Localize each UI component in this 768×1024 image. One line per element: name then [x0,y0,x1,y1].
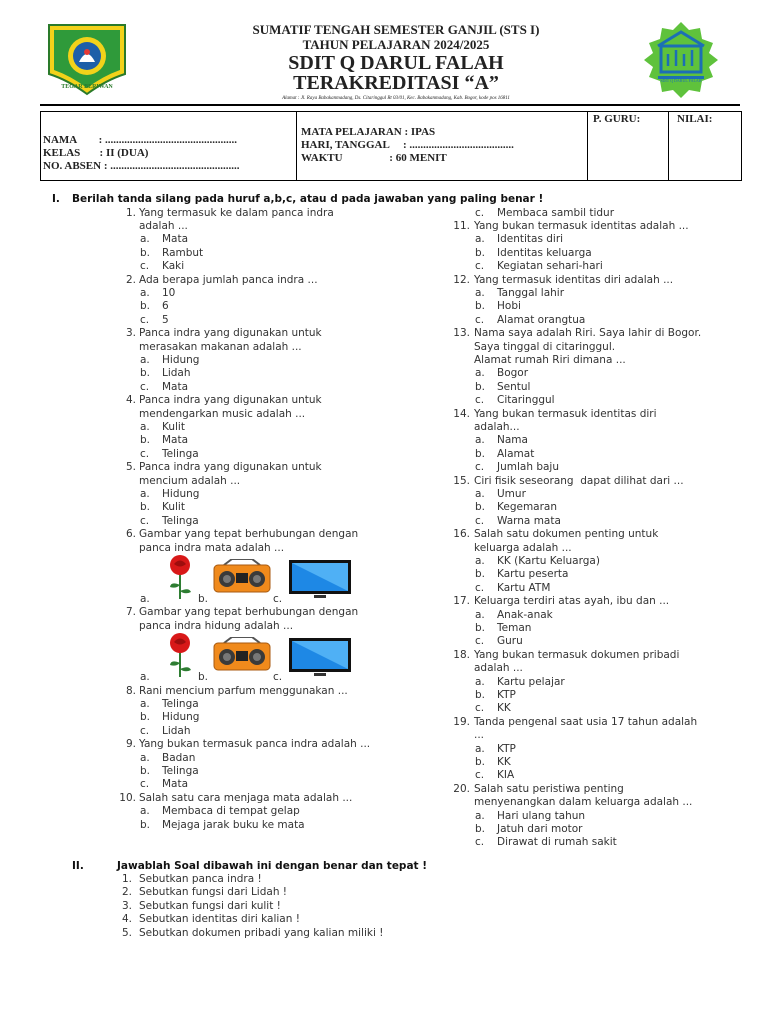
option-text[interactable]: KTP [497,688,516,701]
option-text[interactable]: Hari ulang tahun [497,809,586,822]
question-text: Panca indra yang digunakan untuk [139,394,322,407]
option-text[interactable]: Telinga [162,514,199,527]
option-text[interactable]: Kulit [162,501,185,514]
option-text[interactable]: Mata [162,380,189,393]
question-number: 3. [125,327,136,340]
option-text[interactable]: 10 [162,286,176,299]
question-text: Alamat rumah Riri dimana ... [474,353,626,366]
question-number: 16. [453,528,470,541]
score-field[interactable]: NILAI: [677,113,713,125]
option-letter[interactable]: b. [140,246,151,259]
option-text[interactable]: Mata [162,434,189,447]
option-letter[interactable]: c. [475,581,485,594]
option-text[interactable]: KIA [497,769,515,782]
essay-number: 4. [121,913,132,926]
option-text[interactable]: Kartu ATM [497,581,551,594]
option-letter[interactable]: b. [140,434,151,447]
question-number: 14. [453,407,470,420]
option-text[interactable]: Kegiatan sehari-hari [497,260,603,273]
school-address: Alamat : Jl. Raya Babakanmadang, Ds. Citaringgul Rt 03/01, Kec. Babakanmadang, Kab. Bogor, kode pos 16811 [282,96,510,101]
option-letter[interactable]: a. [140,353,150,366]
question-text: Yang termasuk ke dalam panca indra [139,206,334,219]
question-text: Nama saya adalah Riri. Saya lahir di Bogor. [474,327,702,340]
essay-number: 3. [121,899,132,912]
right-logo [636,20,726,100]
option-text[interactable]: Mata [162,778,189,791]
essay-question: Sebutkan identitas diri kalian ! [139,913,300,926]
option-text[interactable]: Identitas diri [497,233,564,246]
option-text[interactable]: Telinga [162,697,199,710]
option-text[interactable]: Badan [162,751,196,764]
option-text[interactable]: Hidung [162,711,200,724]
date-field[interactable]: HARI, TANGGAL : ...................................... [301,139,514,151]
option-letter[interactable]: a. [140,592,150,605]
option-text[interactable]: Kartu peserta [497,568,569,581]
option-text[interactable]: 5 [162,313,169,326]
question-text: keluarga adalah ... [474,541,572,554]
option-letter[interactable]: c. [475,769,485,782]
question-text: Ciri fisik seseorang dapat dilihat dari ... [474,474,684,487]
option-letter[interactable]: b. [140,300,151,313]
essay-question: Sebutkan fungsi dari kulit ! [139,899,281,912]
option-letter[interactable]: c. [273,592,283,605]
question-text: Yang bukan termasuk identitas diri [474,407,657,420]
question-number: 10. [119,791,136,804]
option-letter[interactable]: a. [475,233,485,246]
option-text[interactable]: Hobi [497,300,521,313]
question-number: 15. [453,474,470,487]
section-2-instruction: Jawablah Soal dibawah ini dengan benar dan tepat ! [117,860,428,872]
option-letter[interactable]: a. [475,367,485,380]
question-text: Salah satu dokumen penting untuk [474,528,659,541]
option-text[interactable]: Lidah [162,367,191,380]
option-letter[interactable]: a. [475,554,485,567]
option-letter[interactable]: a. [140,487,150,500]
question-number: 20. [453,782,470,795]
question-text: Salah satu cara menjaga mata adalah ... [139,791,353,804]
question-number: 19. [453,715,470,728]
option-letter[interactable]: a. [475,742,485,755]
question-text: panca indra hidung adalah ... [139,619,294,632]
option-letter[interactable]: b. [475,380,486,393]
section-1-instruction: Berilah tanda silang pada huruf a,b,c, atau d pada jawaban yang paling benar ! [72,193,544,205]
option-letter[interactable]: b. [140,367,151,380]
class-field: KELAS : II (DUA) [43,147,149,159]
question-text: Yang bukan termasuk dokumen pribadi [474,648,680,661]
option-text[interactable]: Hidung [162,353,200,366]
option-text[interactable]: Identitas keluarga [497,246,592,259]
question-text: Yang termasuk identitas diri adalah ... [474,273,674,286]
option-letter[interactable]: c. [475,461,485,474]
option-letter[interactable]: b. [140,818,151,831]
option-text[interactable]: Telinga [162,447,199,460]
option-text[interactable]: Rambut [162,246,204,259]
radio-icon [212,559,272,593]
question-text: Saya tinggal di citaringgul. [474,340,616,353]
header-divider [40,104,740,106]
question-number: 8. [125,684,136,697]
question-text: panca indra mata adalah ... [139,541,285,554]
rose-icon [165,633,195,677]
essay-question: Sebutkan panca indra ! [139,873,262,885]
option-letter[interactable]: c. [475,313,485,326]
option-letter[interactable]: a. [140,286,150,299]
rose-icon [165,555,195,599]
essay-question: Sebutkan dokumen pribadi yang kalian miliki ! [139,926,384,939]
option-letter[interactable]: b. [475,621,486,634]
school-year: TAHUN PELAJARAN 2024/2025 [302,37,490,52]
option-letter[interactable]: b. [140,501,151,514]
option-letter[interactable]: a. [140,671,150,684]
question-text: Tanda pengenal saat usia 17 tahun adalah [474,715,698,728]
option-text[interactable]: Tanggal lahir [497,286,565,299]
option-text[interactable]: Membaca di tempat gelap [162,805,300,818]
option-letter[interactable]: c. [475,836,485,849]
question-text: Rani mencium parfum menggunakan ... [139,684,348,697]
option-letter[interactable]: b. [475,246,486,259]
option-text[interactable]: Mejaga jarak buku ke mata [162,818,305,831]
option-letter[interactable]: a. [140,420,150,433]
question-text: Yang bukan termasuk identitas adalah ... [474,219,689,232]
teacher-field[interactable]: P. GURU: [593,113,641,125]
essay-question: Sebutkan fungsi dari Lidah ! [139,886,288,899]
option-letter[interactable]: a. [140,697,150,710]
option-letter[interactable]: b. [475,447,486,460]
question-number: 7. [125,606,136,619]
option-letter[interactable]: c. [475,635,485,648]
question-text: Ada berapa jumlah panca indra ... [139,273,318,286]
option-letter[interactable]: a. [475,809,485,822]
image-options [140,633,370,683]
tv-icon [288,637,352,677]
option-letter[interactable]: c. [140,514,150,527]
question-text: merasakan makanan adalah ... [139,340,302,353]
option-letter[interactable]: c. [140,260,150,273]
question-text: adalah ... [474,662,523,675]
school-name: SDIT Q DARUL FALAH [288,52,504,74]
time-field: WAKTU : 60 MENIT [301,152,447,164]
question-text: Panca indra yang digunakan untuk [139,461,322,474]
question-text: adalah... [474,420,520,433]
option-text[interactable]: Teman [497,621,532,634]
question-text: adalah ... [139,219,188,232]
option-letter[interactable]: a. [140,751,150,764]
divider [296,112,297,180]
question-number: 11. [453,219,470,232]
option-letter[interactable]: b. [140,764,151,777]
question-text: mencium adalah ... [139,474,241,487]
radio-icon [212,637,272,671]
option-letter[interactable]: a. [140,233,150,246]
option-letter[interactable]: c. [475,514,485,527]
question-number: 18. [453,648,470,661]
option-text[interactable]: Dirawat di rumah sakit [497,836,617,849]
option-letter[interactable]: b. [198,671,209,684]
option-text[interactable]: Guru [497,635,523,648]
question-text: ... [474,729,485,742]
question-text: Panca indra yang digunakan untuk [139,327,322,340]
accreditation: TERAKREDITASI “A” [293,72,499,94]
subject-field: MATA PELAJARAN : IPAS [301,126,436,138]
option-text[interactable]: Kartu pelajar [497,675,565,688]
option-letter[interactable]: c. [140,724,150,737]
option-letter[interactable]: c. [475,260,485,273]
option-text[interactable]: Lidah [162,724,191,737]
question-number: 4. [125,394,136,407]
option-letter[interactable]: c. [140,447,150,460]
option-letter[interactable]: c. [475,394,485,407]
question-number: 6. [125,528,136,541]
option-text[interactable]: Bogor [497,367,529,380]
option-letter[interactable]: b. [140,711,151,724]
option-text[interactable]: Alamat [497,447,535,460]
option-letter[interactable]: c. [273,671,283,684]
question-number: 2. [125,273,136,286]
section-2-numeral: II. [72,860,84,872]
option-letter[interactable]: a. [475,286,485,299]
option-letter[interactable]: b. [475,501,486,514]
question-number: 12. [453,273,470,286]
option-letter[interactable]: c. [140,380,150,393]
option-text[interactable]: Kulit [162,420,185,433]
option-text[interactable]: Umur [497,487,526,500]
option-letter[interactable]: a. [475,434,485,447]
option-letter[interactable]: a. [475,675,485,688]
option-letter[interactable]: c. [140,778,150,791]
student-info-box [40,111,742,181]
option-text[interactable]: Citaringgul [497,394,555,407]
option-text[interactable]: KK (Kartu Keluarga) [497,554,600,567]
question-text: mendengarkan music adalah ... [139,407,306,420]
option-letter[interactable]: c. [475,702,485,715]
option-letter[interactable]: c. [475,206,485,219]
question-text: Gambar yang tepat berhubungan dengan [139,606,359,619]
question-text: Keluarga terdiri atas ayah, ibu dan ... [474,595,670,608]
option-text[interactable]: Sentul [497,380,531,393]
option-text[interactable]: Anak-anak [497,608,553,621]
question-number: 5. [125,461,136,474]
option-text[interactable]: KTP [497,742,516,755]
right-logo-text: SDIT Q DARUL FALAH [660,78,702,83]
essay-number: 5. [121,926,132,939]
option-text[interactable]: Kaki [162,260,185,273]
exam-title: SUMATIF TENGAH SEMESTER GANJIL (STS I) [252,22,540,37]
option-letter[interactable]: b. [475,300,486,313]
option-text[interactable]: Kegemaran [497,501,558,514]
option-text[interactable]: KK [497,702,511,715]
question-text: Gambar yang tepat berhubungan dengan [139,528,359,541]
option-text[interactable]: Hidung [162,487,200,500]
option-text[interactable]: Nama [497,434,528,447]
section-1-numeral: I. [52,193,60,205]
essay-number: 2. [121,886,132,899]
option-letter[interactable]: c. [140,313,150,326]
option-letter[interactable]: a. [140,805,150,818]
question-number: 13. [453,327,470,340]
option-text[interactable]: Telinga [162,764,199,777]
option-text[interactable]: 6 [162,300,169,313]
option-letter[interactable]: a. [475,608,485,621]
option-text[interactable]: KK [497,755,511,768]
option-letter[interactable]: a. [475,487,485,500]
option-letter[interactable]: b. [475,755,486,768]
tv-icon [288,559,352,599]
essay-number: 1. [121,873,132,885]
option-text[interactable]: Membaca sambil tidur [497,206,615,219]
option-text[interactable]: Jumlah baju [497,461,559,474]
option-letter[interactable]: b. [198,592,209,605]
question-number: 9. [125,738,136,751]
option-text[interactable]: Mata [162,233,189,246]
left-logo-text: TEGAR BERIWAN [61,84,113,90]
name-field[interactable]: NAMA : ................................................ [43,134,238,146]
divider [668,112,669,180]
option-letter[interactable]: b. [475,688,486,701]
option-text[interactable]: Jatuh dari motor [497,822,583,835]
absen-field[interactable]: NO. ABSEN : ............................................... [43,160,240,172]
image-options [140,555,370,605]
option-letter[interactable]: b. [475,568,486,581]
option-letter[interactable]: b. [475,822,486,835]
option-text[interactable]: Warna mata [497,514,561,527]
option-text[interactable]: Alamat orangtua [497,313,586,326]
question-number: 1. [125,206,136,219]
question-text: Yang bukan termasuk panca indra adalah ... [139,738,371,751]
divider [587,112,588,180]
question-text: Salah satu peristiwa penting [474,782,624,795]
question-text: menyenangkan dalam keluarga adalah ... [474,796,693,809]
question-number: 17. [453,595,470,608]
